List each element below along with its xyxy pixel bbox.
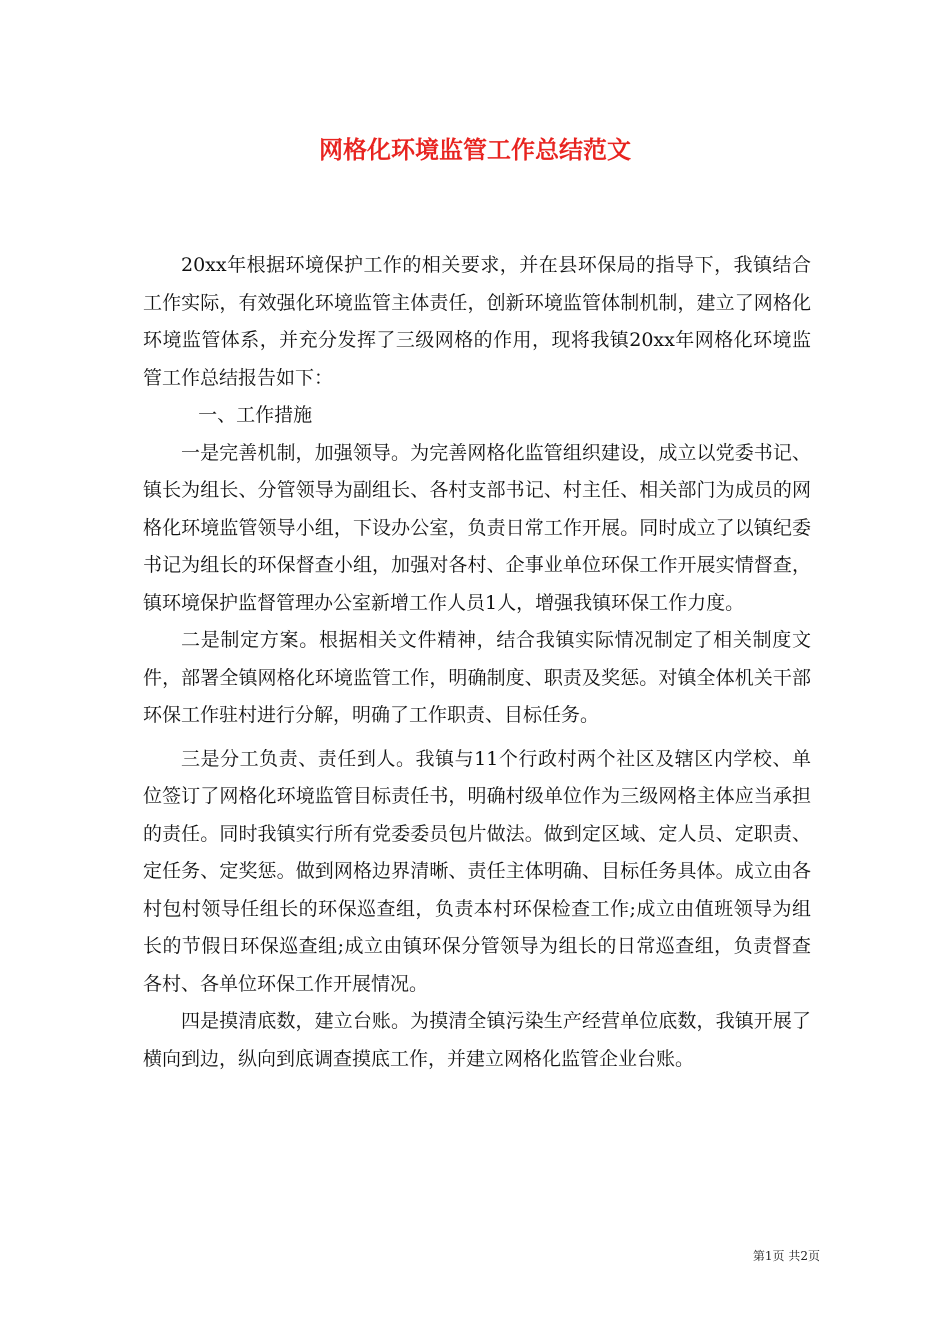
intro-paragraph: 20xx年根据环境保护工作的相关要求，并在县环保局的指导下，我镇结合工作实际，有效强化环境监管主体责任，创新环境监管体制机制，建立了网格化环境监管体系，并充分发挥了三级网格的作用，现将我镇20xx年网格化环境监管工作总结报告如下： xyxy=(143,254,811,389)
page-number: 第1页 共2页 xyxy=(752,1249,820,1263)
measure-paragraph-2: 二是制定方案。根据相关文件精神，结合我镇实际情况制定了相关制度文件，部署全镇网格化环境监管工作，明确制度、职责及奖惩。对镇全体机关干部环保工作驻村进行分解，明确了工作职责、目标任务。 xyxy=(143,629,811,726)
measure-paragraph-1: 一是完善机制，加强领导。为完善网格化监管组织建设，成立以党委书记、镇长为组长、分管领导为副组长、各村支部书记、村主任、相关部门为成员的网格化环境监管领导小组，下设办公室，负责日常工作开展。同时成立了以镇纪委书记为组长的环保督查小组，加强对各村、企事业单位环保工作开展实情督查，镇环境保护监督管理办公室新增工作人员1人，增强我镇环保工作力度。 xyxy=(143,441,811,614)
measure-paragraph-4: 四是摸清底数，建立台账。为摸清全镇污染生产经营单位底数，我镇开展了横向到边，纵向到底调查摸底工作，并建立网格化监管企业台账。 xyxy=(143,1010,811,1070)
document-title: 网格化环境监管工作总结范文 xyxy=(319,135,631,164)
section-heading-work-measures: 一、工作措施 xyxy=(198,404,313,426)
document-body xyxy=(143,247,811,1078)
measure-paragraph-3: 三是分工负责、责任到人。我镇与11个行政村两个社区及辖区内学校、单位签订了网格化环境监管目标责任书，明确村级单位作为三级网格主体应当承担的责任。同时我镇实行所有党委委员包片做法。做到定区域、定人员、定职责、定任务、定奖惩。做到网格边界清晰、责任主体明确、目标任务具体。成立由各村包村领导任组长的环保巡查组，负责本村环保检查工作;成立由值班领导为组长的节假日环保巡查组;成立由镇环保分管领导为组长的日常巡查组，负责督查各村、各单位环保工作开展情况。 xyxy=(143,747,811,995)
